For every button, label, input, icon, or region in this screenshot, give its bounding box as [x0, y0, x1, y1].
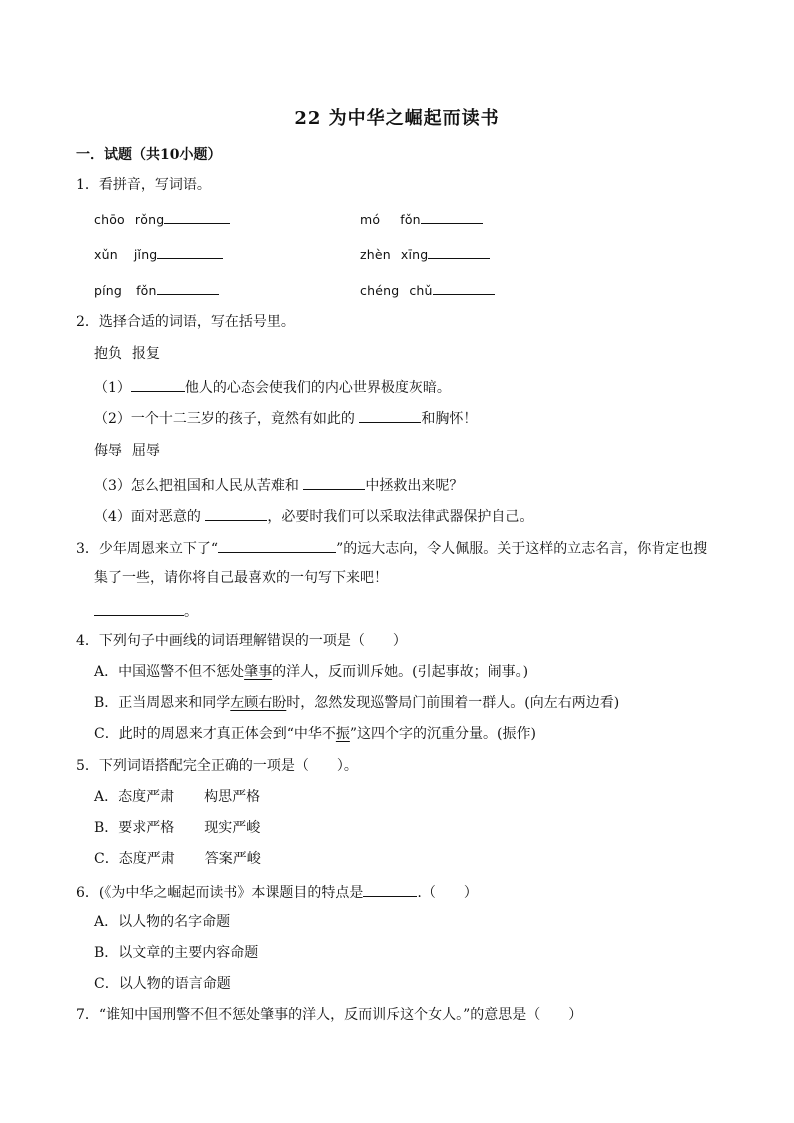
pinyin-syllable: chōo: [94, 212, 125, 227]
option-text: 现实严峻: [204, 820, 261, 836]
sentence-text: 他人的心态会使我们的内心世界极度灰暗。: [184, 380, 451, 396]
word-option: 抱负: [94, 346, 122, 362]
question-4-stem: 4．下列句子中画线的词语理解错误的一项是（ ）: [76, 633, 407, 649]
pinyin-syllable: fǒn: [136, 283, 157, 298]
question-1-stem: 1．看拼音，写词语。: [76, 177, 211, 193]
answer-blank[interactable]: [157, 244, 223, 259]
option-a: [94, 663, 528, 681]
page-title: 22 为中华之崛起而读书: [294, 108, 500, 129]
answer-blank[interactable]: [433, 280, 495, 295]
answer-blank[interactable]: [94, 601, 184, 616]
option-text: C．态度严肃: [94, 851, 175, 867]
option-a: A．以人物的名字命题: [94, 914, 231, 930]
word-choices: [94, 442, 160, 460]
sentence-text: 6．(《为中华之崛起而读书》本课题目的特点是: [76, 885, 364, 901]
pinyin-syllable: chǔ: [409, 283, 433, 298]
option-c: [94, 850, 261, 868]
sentence-text: .（ ）: [417, 885, 478, 901]
answer-blank[interactable]: [205, 506, 267, 521]
pinyin-item: [94, 209, 230, 229]
word-option: 报复: [132, 346, 160, 362]
sentence-text: 3．少年周恩来立下了“: [76, 541, 219, 557]
word-option: 屈辱: [132, 443, 160, 459]
pinyin-syllable: zhèn: [360, 247, 391, 262]
pinyin-item: [94, 280, 219, 300]
option-text: B．正当周恩来和同学: [94, 695, 231, 711]
pinyin-syllable: mó: [360, 212, 381, 227]
option-b: [94, 694, 619, 712]
underlined-word: 左顾右盼: [230, 695, 287, 711]
sentence-text: 和胸怀！: [421, 411, 478, 427]
answer-blank[interactable]: [131, 377, 185, 392]
option-text: B．要求严格: [94, 820, 175, 836]
pinyin-item: [94, 244, 223, 264]
question-3-answer-line: [94, 601, 198, 621]
pinyin-syllable: xǔn: [94, 247, 118, 262]
option-b: B．以文章的主要内容命题: [94, 945, 259, 961]
question-2-sentence-4: [94, 506, 533, 526]
sentence-text: （3）怎么把祖国和人民从苦难和: [94, 478, 304, 494]
option-text: 时，忽然发现巡警局门前围着一群人。(向左右两边看): [286, 695, 620, 711]
option-text: 的洋人，反而训斥她。(引起事故；闹事。): [272, 664, 529, 680]
pinyin-syllable: chéng: [360, 283, 400, 298]
pinyin-item: [360, 280, 495, 300]
option-text: C．此时的周恩来才真正体会到“中华不: [94, 726, 336, 742]
underlined-word: 振: [335, 726, 350, 742]
pinyin-syllable: rǒng: [134, 212, 165, 227]
question-2-sentence-2: [94, 408, 477, 428]
option-a: [94, 788, 260, 806]
word-choices: [94, 345, 160, 363]
option-text: ”这四个字的沉重分量。(振作): [349, 726, 536, 742]
answer-blank[interactable]: [363, 882, 417, 897]
question-2-sentence-3: [94, 475, 463, 495]
option-c: [94, 725, 536, 743]
pinyin-syllable: fǒn: [400, 212, 421, 227]
sentence-text: ，必要时我们可以采取法律武器保护自己。: [267, 509, 534, 525]
answer-blank[interactable]: [164, 209, 230, 224]
question-2-stem: 2．选择合适的词语，写在括号里。: [76, 314, 295, 330]
sentence-text: 。: [184, 604, 198, 620]
option-text: A．中国巡警不但不惩处: [94, 664, 245, 680]
sentence-text: 中拯救出来呢？: [365, 478, 464, 494]
answer-blank[interactable]: [421, 209, 483, 224]
underlined-word: 肇事: [244, 664, 273, 680]
answer-blank[interactable]: [218, 538, 336, 553]
question-3-line-1: [76, 538, 707, 558]
pinyin-syllable: píng: [94, 283, 123, 298]
sentence-text: （4）面对恶意的: [94, 509, 206, 525]
question-3-line-2: 集了一些，请你将自己最喜欢的一句写下来吧！: [94, 570, 388, 586]
sentence-text: ”的远大志向，令人佩服。关于这样的立志名言，你肯定也搜: [336, 541, 708, 557]
answer-blank[interactable]: [303, 475, 365, 490]
pinyin-syllable: xīng: [400, 247, 429, 262]
answer-blank[interactable]: [428, 244, 490, 259]
question-7-stem: 7．“谁知中国刑警不但不惩处肇事的洋人，反而训斥这个女人。”的意思是（ ）: [76, 1007, 583, 1023]
sentence-text: （2）一个十二三岁的孩子，竟然有如此的: [94, 411, 360, 427]
pinyin-item: [360, 209, 483, 229]
pinyin-item: [360, 244, 490, 264]
answer-blank[interactable]: [157, 280, 219, 295]
sentence-prefix: （1）: [94, 380, 131, 396]
answer-blank[interactable]: [359, 408, 421, 423]
option-text: 构思严格: [204, 789, 261, 805]
option-c: C．以人物的语言命题: [94, 976, 231, 992]
question-5-stem: 5．下列词语搭配完全正确的一项是（ ）。: [76, 758, 358, 774]
question-2-sentence-1: [94, 377, 451, 397]
option-text: A．态度严肃: [94, 789, 175, 805]
question-6-stem: [76, 882, 478, 902]
section-heading: 一．试题（共10小题）: [76, 147, 222, 163]
word-option: 侮辱: [94, 443, 122, 459]
option-b: [94, 819, 260, 837]
pinyin-syllable: jǐng: [133, 247, 158, 262]
option-text: 答案严峻: [204, 851, 261, 867]
